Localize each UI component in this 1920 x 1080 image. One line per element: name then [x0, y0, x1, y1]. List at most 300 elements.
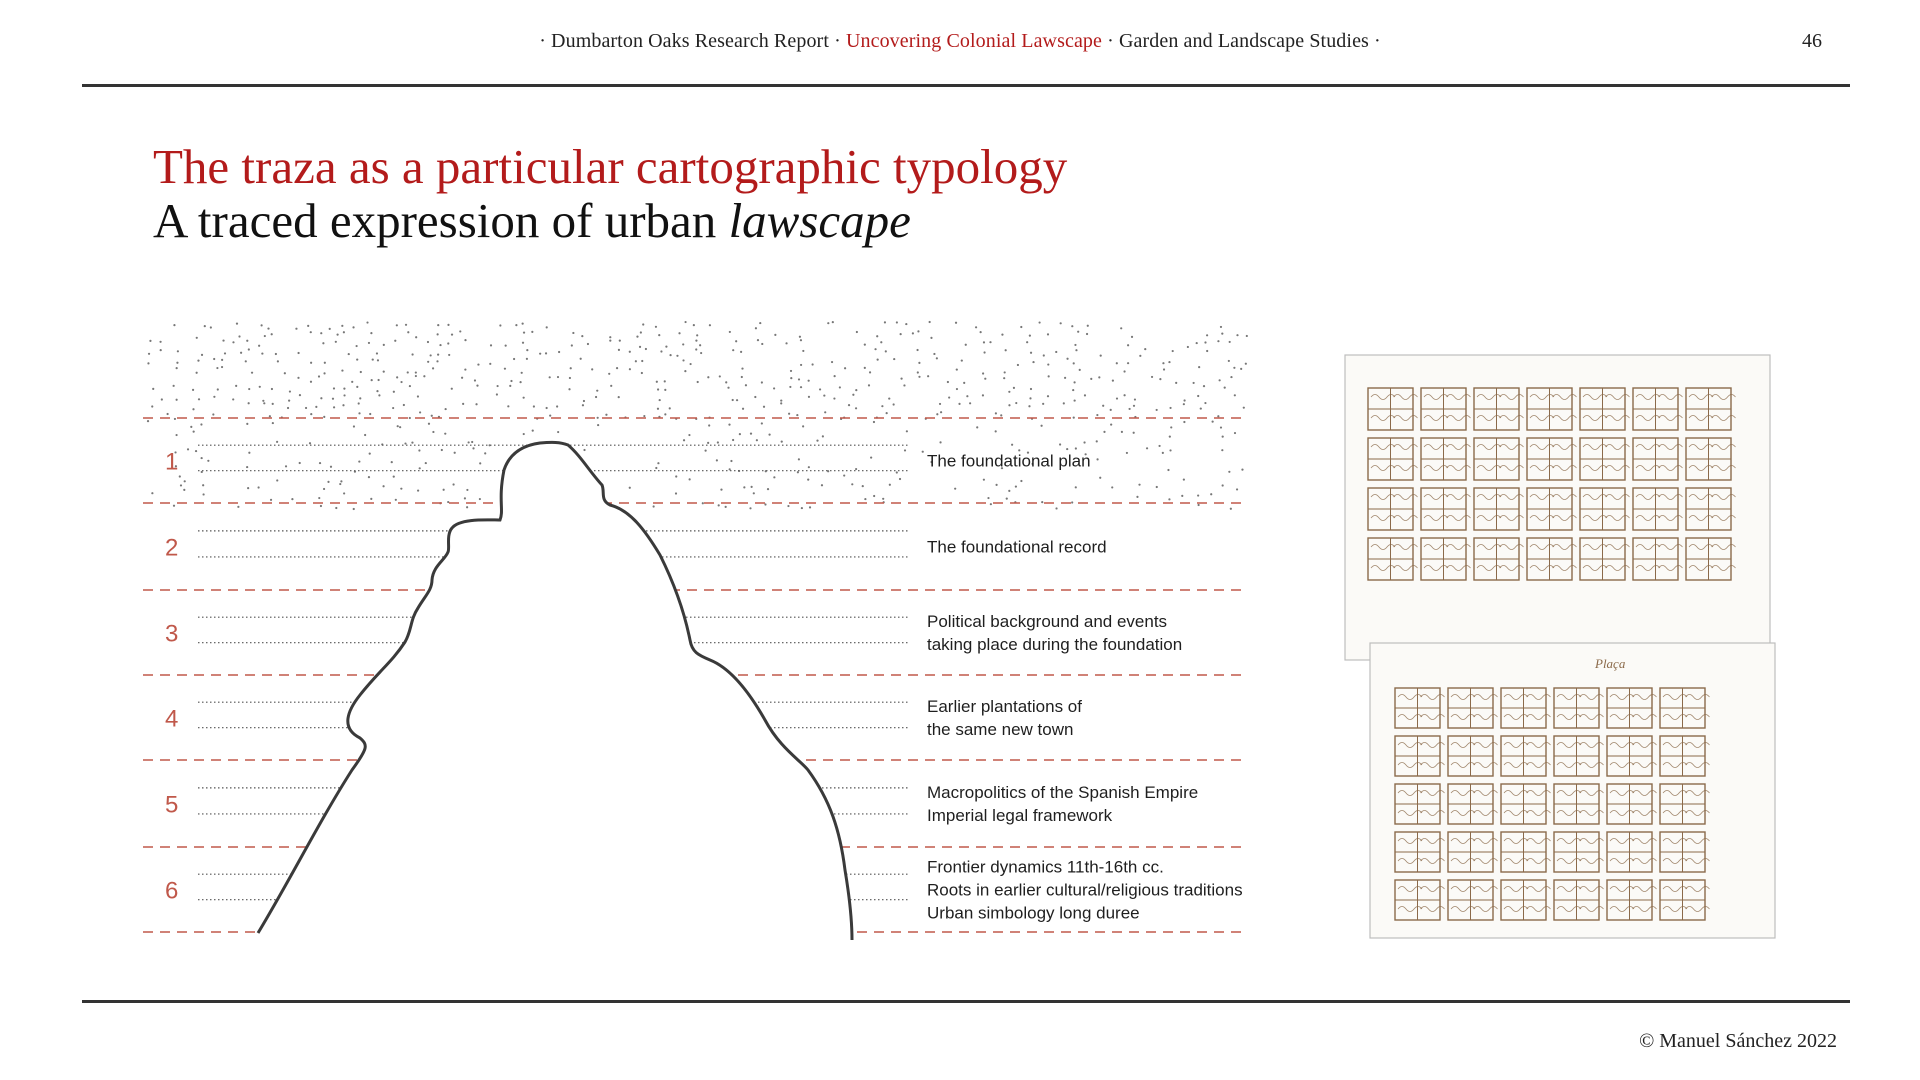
surface-dot: [1127, 344, 1129, 346]
surface-dot: [834, 375, 836, 377]
surface-dot: [320, 397, 322, 399]
surface-dot: [411, 353, 413, 355]
surface-dot: [893, 403, 895, 405]
surface-dot: [459, 330, 461, 332]
surface-dot: [939, 441, 941, 443]
surface-dot: [174, 418, 176, 420]
surface-dot: [1156, 409, 1158, 411]
surface-dot: [177, 350, 179, 352]
header-suffix: · Garden and Landscape Studies ·: [1107, 30, 1381, 52]
surface-dot: [844, 367, 846, 369]
surface-dot: [616, 367, 618, 369]
surface-dot: [802, 425, 804, 427]
surface-dot: [886, 412, 888, 414]
surface-dot: [1030, 388, 1032, 390]
surface-dot: [332, 398, 334, 400]
surface-dot: [676, 355, 678, 357]
surface-dot: [1029, 397, 1031, 399]
surface-dot: [963, 382, 965, 384]
surface-dot: [330, 466, 332, 468]
surface-dot: [187, 448, 189, 450]
surface-dot: [184, 480, 186, 482]
iceberg-silhouette: [258, 442, 852, 940]
surface-dot: [790, 377, 792, 379]
surface-dot: [1116, 397, 1118, 399]
surface-dot: [393, 476, 395, 478]
surface-dot: [323, 488, 325, 490]
surface-dot: [297, 352, 299, 354]
layer-labels: [927, 452, 1243, 923]
layer-number: 5: [165, 791, 179, 819]
surface-dot: [1017, 364, 1019, 366]
surface-dot: [948, 396, 950, 398]
surface-dot: [318, 375, 320, 377]
surface-dot: [740, 351, 742, 353]
surface-dot: [741, 376, 743, 378]
surface-dot: [151, 492, 153, 494]
surface-dot: [310, 381, 312, 383]
layer-label-line: the same new town: [927, 720, 1074, 739]
surface-dot: [864, 498, 866, 500]
surface-dot: [596, 390, 598, 392]
surface-dot: [335, 507, 337, 509]
surface-dot: [383, 344, 385, 346]
layer-label-line: The foundational plan: [927, 451, 1091, 471]
surface-dot: [531, 331, 533, 333]
surface-dot: [288, 400, 290, 402]
surface-dot: [969, 402, 971, 404]
surface-dot: [395, 499, 397, 501]
surface-dot: [1110, 423, 1112, 425]
surface-dot: [980, 331, 982, 333]
surface-dot: [285, 465, 287, 467]
surface-dot: [618, 349, 620, 351]
surface-dot: [202, 484, 204, 486]
surface-dot: [684, 370, 686, 372]
surface-dot: [1126, 452, 1128, 454]
surface-dot: [1015, 402, 1017, 404]
surface-dot: [392, 407, 394, 409]
surface-dot: [796, 414, 798, 416]
surface-dot: [276, 441, 278, 443]
surface-dot: [1047, 363, 1049, 365]
surface-dot: [1187, 346, 1189, 348]
surface-dot: [1230, 508, 1232, 510]
surface-dot: [961, 359, 963, 361]
surface-dot: [415, 371, 417, 373]
surface-dot: [1020, 480, 1022, 482]
surface-dot: [437, 324, 439, 326]
surface-dot: [1158, 445, 1160, 447]
surface-dot: [557, 376, 559, 378]
surface-dot: [217, 388, 219, 390]
surface-dot: [160, 349, 162, 351]
surface-dot: [862, 485, 864, 487]
surface-dot: [763, 406, 765, 408]
surface-dot: [496, 393, 498, 395]
surface-dot: [581, 335, 583, 337]
surface-dot: [1243, 407, 1245, 409]
surface-dot: [800, 339, 802, 341]
surface-dot: [341, 325, 343, 327]
surface-dot: [196, 372, 198, 374]
surface-dot: [1245, 363, 1247, 365]
surface-dot: [936, 413, 938, 415]
surface-dot: [904, 449, 906, 451]
surface-dot: [235, 385, 237, 387]
surface-dot: [1074, 399, 1076, 401]
surface-dot: [610, 385, 612, 387]
surface-dot: [275, 353, 277, 355]
surface-dot: [289, 390, 291, 392]
surface-dot: [929, 321, 931, 323]
surface-dot: [856, 331, 858, 333]
surface-dot: [297, 377, 299, 379]
surface-dot: [224, 352, 226, 354]
surface-dot: [753, 492, 755, 494]
surface-dot: [558, 351, 560, 353]
surface-dot: [1020, 326, 1022, 328]
surface-dot: [645, 348, 647, 350]
surface-dot: [451, 333, 453, 335]
surface-dot: [372, 358, 374, 360]
surface-dot: [351, 381, 353, 383]
surface-dot: [855, 407, 857, 409]
surface-dot: [799, 336, 801, 338]
surface-dot: [1073, 362, 1075, 364]
surface-dot: [568, 388, 570, 390]
surface-dot: [305, 407, 307, 409]
plaza-label: Plaça: [1595, 656, 1626, 671]
surface-dot: [343, 394, 345, 396]
surface-dot: [1233, 367, 1235, 369]
surface-dot: [447, 342, 449, 344]
surface-dot: [1144, 348, 1146, 350]
surface-dot: [358, 402, 360, 404]
surface-dot: [183, 489, 185, 491]
surface-dot: [436, 360, 438, 362]
layer-number: 1: [165, 448, 179, 476]
surface-dot: [276, 479, 278, 481]
surface-dot: [369, 453, 371, 455]
surface-dot: [1217, 415, 1219, 417]
surface-dot: [1064, 377, 1066, 379]
surface-dot: [336, 334, 338, 336]
surface-dot: [1197, 494, 1199, 496]
surface-dot: [880, 341, 882, 343]
surface-dot: [1136, 496, 1138, 498]
surface-dot: [443, 489, 445, 491]
surface-dot: [1003, 377, 1005, 379]
surface-dot: [1139, 355, 1141, 357]
surface-dot: [641, 372, 643, 374]
surface-dot: [196, 337, 198, 339]
surface-dot: [1116, 362, 1118, 364]
surface-dot: [221, 366, 223, 368]
surface-dot: [240, 352, 242, 354]
layer-label-line: Earlier plantations of: [927, 697, 1082, 716]
layer-label-line: Political background and events: [927, 612, 1168, 631]
surface-dot: [310, 413, 312, 415]
surface-dot: [479, 498, 481, 500]
surface-dot: [759, 322, 761, 324]
surface-dot: [176, 367, 178, 369]
surface-dot: [167, 413, 169, 415]
surface-dot: [307, 325, 309, 327]
surface-dot: [394, 340, 396, 342]
surface-dot: [161, 398, 163, 400]
surface-dot: [210, 326, 212, 328]
surface-dot: [1204, 341, 1206, 343]
surface-dot: [1000, 414, 1002, 416]
surface-dot: [1198, 504, 1200, 506]
surface-dot: [259, 386, 261, 388]
surface-dot: [147, 420, 149, 422]
surface-dot: [271, 388, 273, 390]
surface-dot: [869, 371, 871, 373]
surface-dot: [742, 408, 744, 410]
surface-dot: [809, 506, 811, 508]
surface-dot-pattern: [147, 321, 1248, 510]
surface-dot: [159, 341, 161, 343]
surface-dot: [447, 501, 449, 503]
surface-dot: [248, 452, 250, 454]
surface-dot: [695, 348, 697, 350]
surface-dot: [983, 479, 985, 481]
surface-dot: [906, 430, 908, 432]
surface-dot: [1228, 471, 1230, 473]
surface-dot: [682, 359, 684, 361]
surface-dot: [653, 505, 655, 507]
surface-dot: [505, 344, 507, 346]
surface-dot: [597, 424, 599, 426]
surface-dot: [936, 357, 938, 359]
surface-dot: [1123, 394, 1125, 396]
surface-dot: [618, 396, 620, 398]
surface-dot: [272, 403, 274, 405]
surface-dot: [735, 340, 737, 342]
surface-dot: [1220, 326, 1222, 328]
surface-dot: [720, 489, 722, 491]
surface-dot: [1028, 405, 1030, 407]
surface-dot: [893, 358, 895, 360]
surface-dot: [896, 321, 898, 323]
surface-dot: [1151, 376, 1153, 378]
surface-dot: [466, 506, 468, 508]
surface-dot: [940, 411, 942, 413]
surface-dot: [149, 340, 151, 342]
surface-dot: [369, 413, 371, 415]
surface-dot: [1168, 361, 1170, 363]
surface-dot: [343, 388, 345, 390]
surface-dot: [248, 388, 250, 390]
surface-dot: [173, 324, 175, 326]
surface-dot: [1066, 448, 1068, 450]
copyright-notice: © Manuel Sánchez 2022: [1639, 1030, 1837, 1052]
surface-dot: [341, 369, 343, 371]
surface-dot: [1183, 403, 1185, 405]
surface-dot: [245, 360, 247, 362]
surface-dot: [918, 362, 920, 364]
surface-dot: [539, 353, 541, 355]
subtitle-plain: A traced expression of urban: [153, 193, 729, 248]
surface-dot: [1175, 382, 1177, 384]
surface-dot: [823, 394, 825, 396]
surface-dot: [445, 408, 447, 410]
surface-dot: [995, 430, 997, 432]
surface-dot: [900, 333, 902, 335]
surface-dot: [1234, 432, 1236, 434]
surface-dot: [682, 343, 684, 345]
surface-dot: [200, 423, 202, 425]
surface-dot: [1234, 394, 1236, 396]
surface-dot: [1011, 444, 1013, 446]
surface-dot: [1015, 485, 1017, 487]
surface-dot: [1229, 341, 1231, 343]
surface-dot: [324, 362, 326, 364]
surface-dot: [428, 423, 430, 425]
surface-dot: [707, 442, 709, 444]
surface-dot: [476, 385, 478, 387]
surface-dot: [333, 387, 335, 389]
surface-dot: [1063, 402, 1065, 404]
surface-dot: [716, 459, 718, 461]
surface-dot: [366, 321, 368, 323]
surface-dot: [1169, 436, 1171, 438]
surface-dot: [360, 371, 362, 373]
surface-dot: [790, 370, 792, 372]
surface-dot: [874, 348, 876, 350]
surface-dot: [1236, 334, 1238, 336]
manuscript-sheet-bottom: [1370, 643, 1775, 938]
surface-dot: [474, 379, 476, 381]
surface-dot: [213, 396, 215, 398]
surface-dot: [441, 449, 443, 451]
surface-dot: [368, 342, 370, 344]
surface-dot: [352, 326, 354, 328]
surface-dot: [335, 341, 337, 343]
surface-dot: [956, 388, 958, 390]
surface-dot: [236, 323, 238, 325]
surface-dot: [1228, 360, 1230, 362]
surface-dot: [843, 474, 845, 476]
surface-dot: [655, 467, 657, 469]
surface-dot: [202, 493, 204, 495]
surface-dot: [1168, 498, 1170, 500]
surface-dot: [407, 331, 409, 333]
surface-dot: [1096, 414, 1098, 416]
surface-dot: [1040, 425, 1042, 427]
surface-dot: [773, 387, 775, 389]
surface-dot: [1004, 371, 1006, 373]
layer-label-line: Imperial legal framework: [927, 806, 1113, 825]
surface-dot: [587, 343, 589, 345]
surface-dot: [418, 449, 420, 451]
surface-dot: [1102, 405, 1104, 407]
surface-dot: [1055, 351, 1057, 353]
surface-dot: [342, 404, 344, 406]
surface-dot: [669, 407, 671, 409]
surface-dot: [689, 478, 691, 480]
surface-dot: [629, 487, 631, 489]
surface-dot: [640, 331, 642, 333]
surface-dot: [1162, 362, 1164, 364]
surface-dot: [995, 484, 997, 486]
surface-dot: [700, 352, 702, 354]
surface-dot: [1162, 452, 1164, 454]
surface-dot: [725, 381, 727, 383]
surface-dot: [523, 433, 525, 435]
surface-dot: [1133, 432, 1135, 434]
surface-dot: [689, 363, 691, 365]
surface-dot: [176, 399, 178, 401]
surface-dot: [1196, 342, 1198, 344]
surface-dot: [519, 381, 521, 383]
surface-dot: [1221, 449, 1223, 451]
surface-dot: [741, 367, 743, 369]
surface-dot: [1197, 395, 1199, 397]
subtitle-italic: lawscape: [728, 193, 911, 248]
surface-dot: [1123, 370, 1125, 372]
surface-dot: [213, 358, 215, 360]
surface-dot: [454, 452, 456, 454]
surface-dot: [709, 324, 711, 326]
surface-dot: [427, 341, 429, 343]
surface-dot: [655, 326, 657, 328]
surface-dot: [983, 341, 985, 343]
surface-dot: [761, 343, 763, 345]
surface-dot: [522, 342, 524, 344]
surface-dot: [729, 468, 731, 470]
surface-dot: [1183, 478, 1185, 480]
surface-dot: [417, 489, 419, 491]
surface-dot: [371, 379, 373, 381]
surface-dot: [876, 335, 878, 337]
surface-dot: [982, 372, 984, 374]
surface-dot: [664, 389, 666, 391]
surface-dot: [719, 375, 721, 377]
layer-label-line: taking place during the foundation: [927, 635, 1183, 654]
surface-dot: [1096, 440, 1098, 442]
surface-dot: [755, 327, 757, 329]
surface-dot: [785, 342, 787, 344]
surface-dot: [431, 415, 433, 417]
surface-dot: [1008, 490, 1010, 492]
surface-dot: [1230, 376, 1232, 378]
surface-dot: [1203, 385, 1205, 387]
surface-dot: [832, 321, 834, 323]
surface-dot: [448, 354, 450, 356]
surface-dot: [1134, 398, 1136, 400]
surface-dot: [659, 399, 661, 401]
surface-dot: [310, 331, 312, 333]
surface-dot: [1183, 421, 1185, 423]
surface-dot: [761, 422, 763, 424]
surface-dot: [583, 449, 585, 451]
surface-dot: [212, 413, 214, 415]
surface-dot: [877, 359, 879, 361]
surface-dot: [1121, 431, 1123, 433]
surface-dot: [732, 399, 734, 401]
surface-dot: [730, 460, 732, 462]
surface-dot: [207, 460, 209, 462]
surface-dot: [425, 462, 427, 464]
surface-dot: [257, 486, 259, 488]
surface-dot: [180, 484, 182, 486]
surface-dot: [899, 478, 901, 480]
surface-dot: [696, 334, 698, 336]
surface-dot: [1006, 498, 1008, 500]
